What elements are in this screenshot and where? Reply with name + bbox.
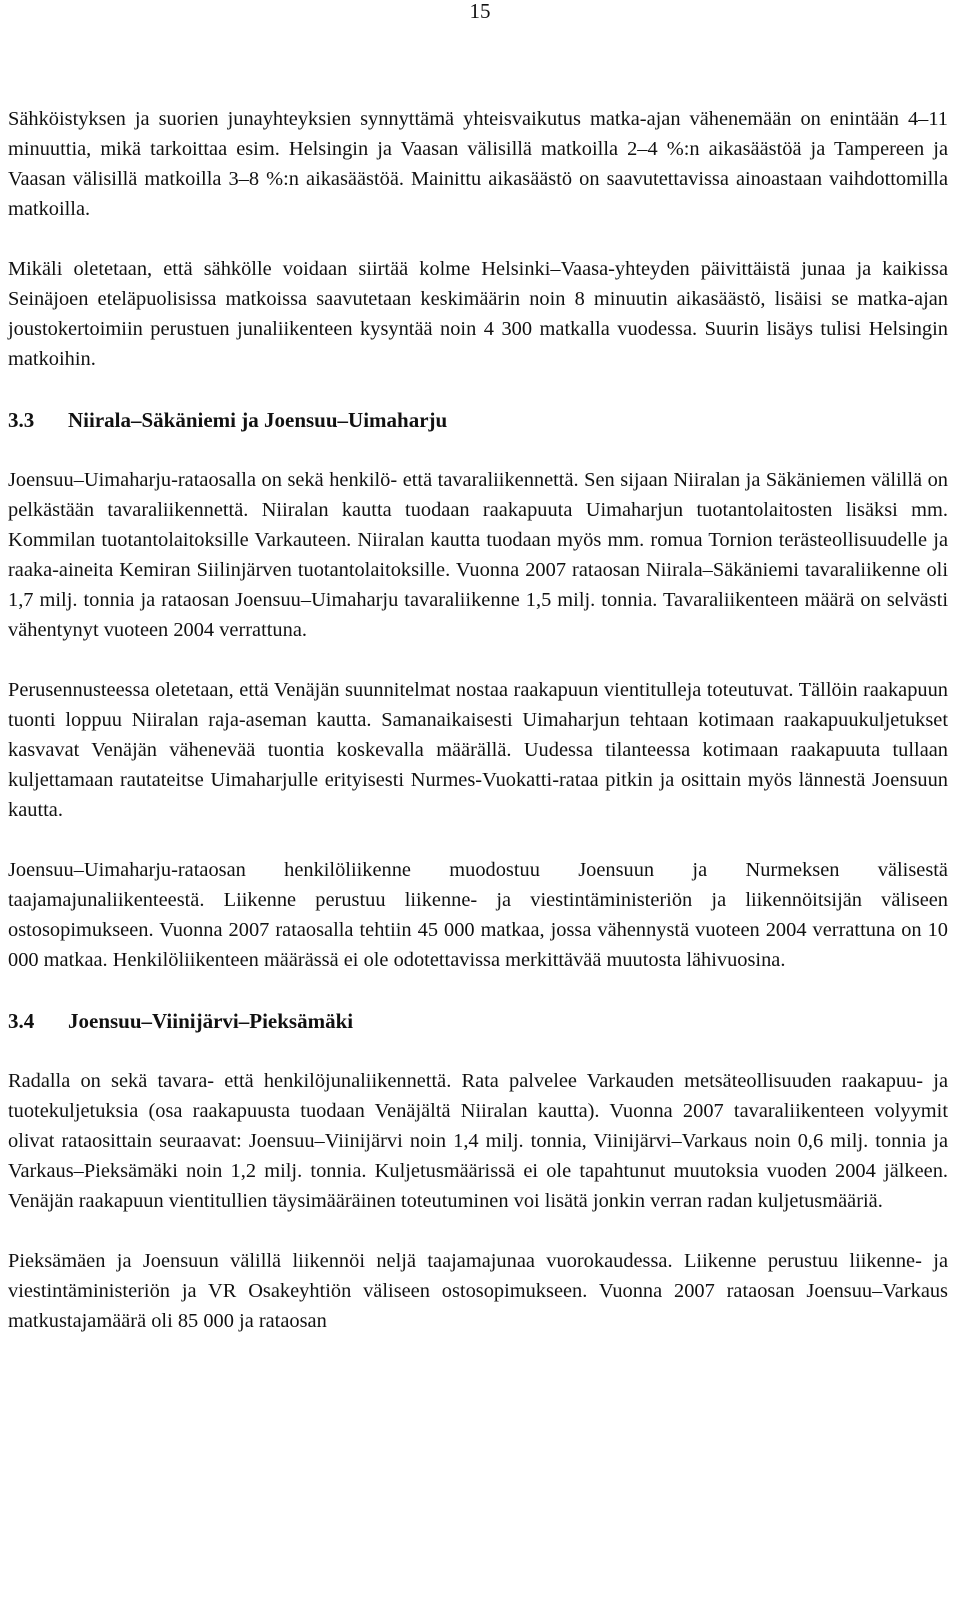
section-title: Niirala–Säkäniemi ja Joensuu–Uimaharju [68,408,448,432]
section-number: 3.4 [8,1009,35,1033]
page-number: 15 [469,0,491,23]
paragraph-niirala-freight: Joensuu–Uimaharju-rataosalla on sekä henkilö- että tavaraliikennettä. Sen sijaan Niiralan ja Säkäniemen välillä on pelkästään tavaraliikennettä. Niiralan kautta tuodaan raakapuuta Uimaharjun tuotantolaitosten lisäksi mm. Kommilan tuotantolaitoksille Varkauteen. Niiralan kautta tuodaan myös mm. romua Tornion terästeollisuudelle ja raaka-aineita Kemiran Siilinjärven tuotantolaitoksille. Vuonna 2007 rataosan Niirala–Säkäniemi tavaraliikenne oli 1,7 milj. tonnia ja rataosan Joensuu–Uimaharju tavaraliikenne 1,5 milj. tonnia. Tavaraliikenteen määrä on selvästi vähentynyt vuoteen 2004 verrattuna. [8,469,948,641]
section-heading-3-3 [8,404,948,436]
section-heading-3-4 [8,1005,948,1037]
paragraph-time-savings: Sähköistyksen ja suorien junayhteyksien synnyttämä yhteisvaikutus matka-ajan vähenemään on enintään 4–11 minuuttia, mikä tarkoittaa esim. Helsingin ja Vaasan välisillä matkoilla 2–4 %:n aikasäästöä ja Tampereen ja Vaasan välisillä matkoilla 3–8 %:n aikasäästöä. Mainittu aikasäästö on saavutettavissa ainoastaan vaihdottomilla matkoilla. [8,108,948,220]
page-content [8,104,948,1366]
section-number: 3.3 [8,408,35,432]
paragraph-passenger-trains: Pieksämäen ja Joensuun välillä liikennöi neljä taajamajunaa vuorokaudessa. Liikenne perustuu liikenne- ja viestintäministeriön ja VR Osakeyhtiön väliseen ostosopimukseen. Vuonna 2007 rataosan Joensuu–Varkaus matkustajamäärä oli 85 000 ja rataosan [8,1250,948,1332]
paragraph-demand-increase: Mikäli oletetaan, että sähkölle voidaan siirtää kolme Helsinki–Vaasa-yhteyden päivittäistä junaa ja kaikissa Seinäjoen eteläpuolisissa matkoissa saavutetaan keskimäärin noin 8 minuutin aikasäästö, lisäisi se matka-ajan joustokertoimiin perustuen junaliikenteen kysyntää noin 4 300 matkalla vuodessa. Suurin lisäys tulisi Helsingin matkoihin. [8,258,948,370]
paragraph-passenger-traffic: Joensuu–Uimaharju-rataosan henkilöliikenne muodostuu Joensuun ja Nurmeksen välisestä taajamajunaliikenteestä. Liikenne perustuu liikenne- ja viestintäministeriön ja liikennöitsijän väliseen ostosopimukseen. Vuonna 2007 rataosalla tehtiin 45 000 matkaa, jossa vähennystä vuoteen 2004 verrattuna on 10 000 matkaa. Henkilöliikenteen määrässä ei ole odotettavissa merkittävää muutosta lähivuosina. [8,859,948,971]
section-title: Joensuu–Viinijärvi–Pieksämäki [68,1009,354,1033]
paragraph-base-forecast: Perusennusteessa oletetaan, että Venäjän suunnitelmat nostaa raakapuun vientitulleja toteutuvat. Tällöin raakapuun tuonti loppuu Niiralan raja-aseman kautta. Samanaikaisesti Uimaharjun tehtaan kotimaan raakapuukuljetukset kasvavat Venäjän vähenevää tuontia koskevalla määrällä. Uudessa tilanteessa kotimaan raakapuuta tullaan kuljettamaan rautateitse Uimaharjulle erityisesti Nurmes-Vuokatti-rataa pitkin ja osittain myös lännestä Joensuun kautta. [8,679,948,821]
paragraph-freight-volumes: Radalla on sekä tavara- että henkilöjunaliikennettä. Rata palvelee Varkauden metsäteollisuuden raakapuu- ja tuotekuljetuksia (osa raakapuusta tuodaan Venäjältä Niiralan kautta). Vuonna 2007 tavaraliikenteen volyymit olivat rataosittain seuraavat: Joensuu–Viinijärvi noin 1,4 milj. tonnia, Viinijärvi–Varkaus noin 0,6 milj. tonnia ja Varkaus–Pieksämäki noin 1,2 milj. tonnia. Kuljetusmäärissä ei ole tapahtunut muutoksia vuoden 2004 jälkeen. Venäjän raakapuun vientitullien täysimääräinen toteutuminen voi lisätä jonkin verran radan kuljetusmääriä. [8,1070,948,1212]
